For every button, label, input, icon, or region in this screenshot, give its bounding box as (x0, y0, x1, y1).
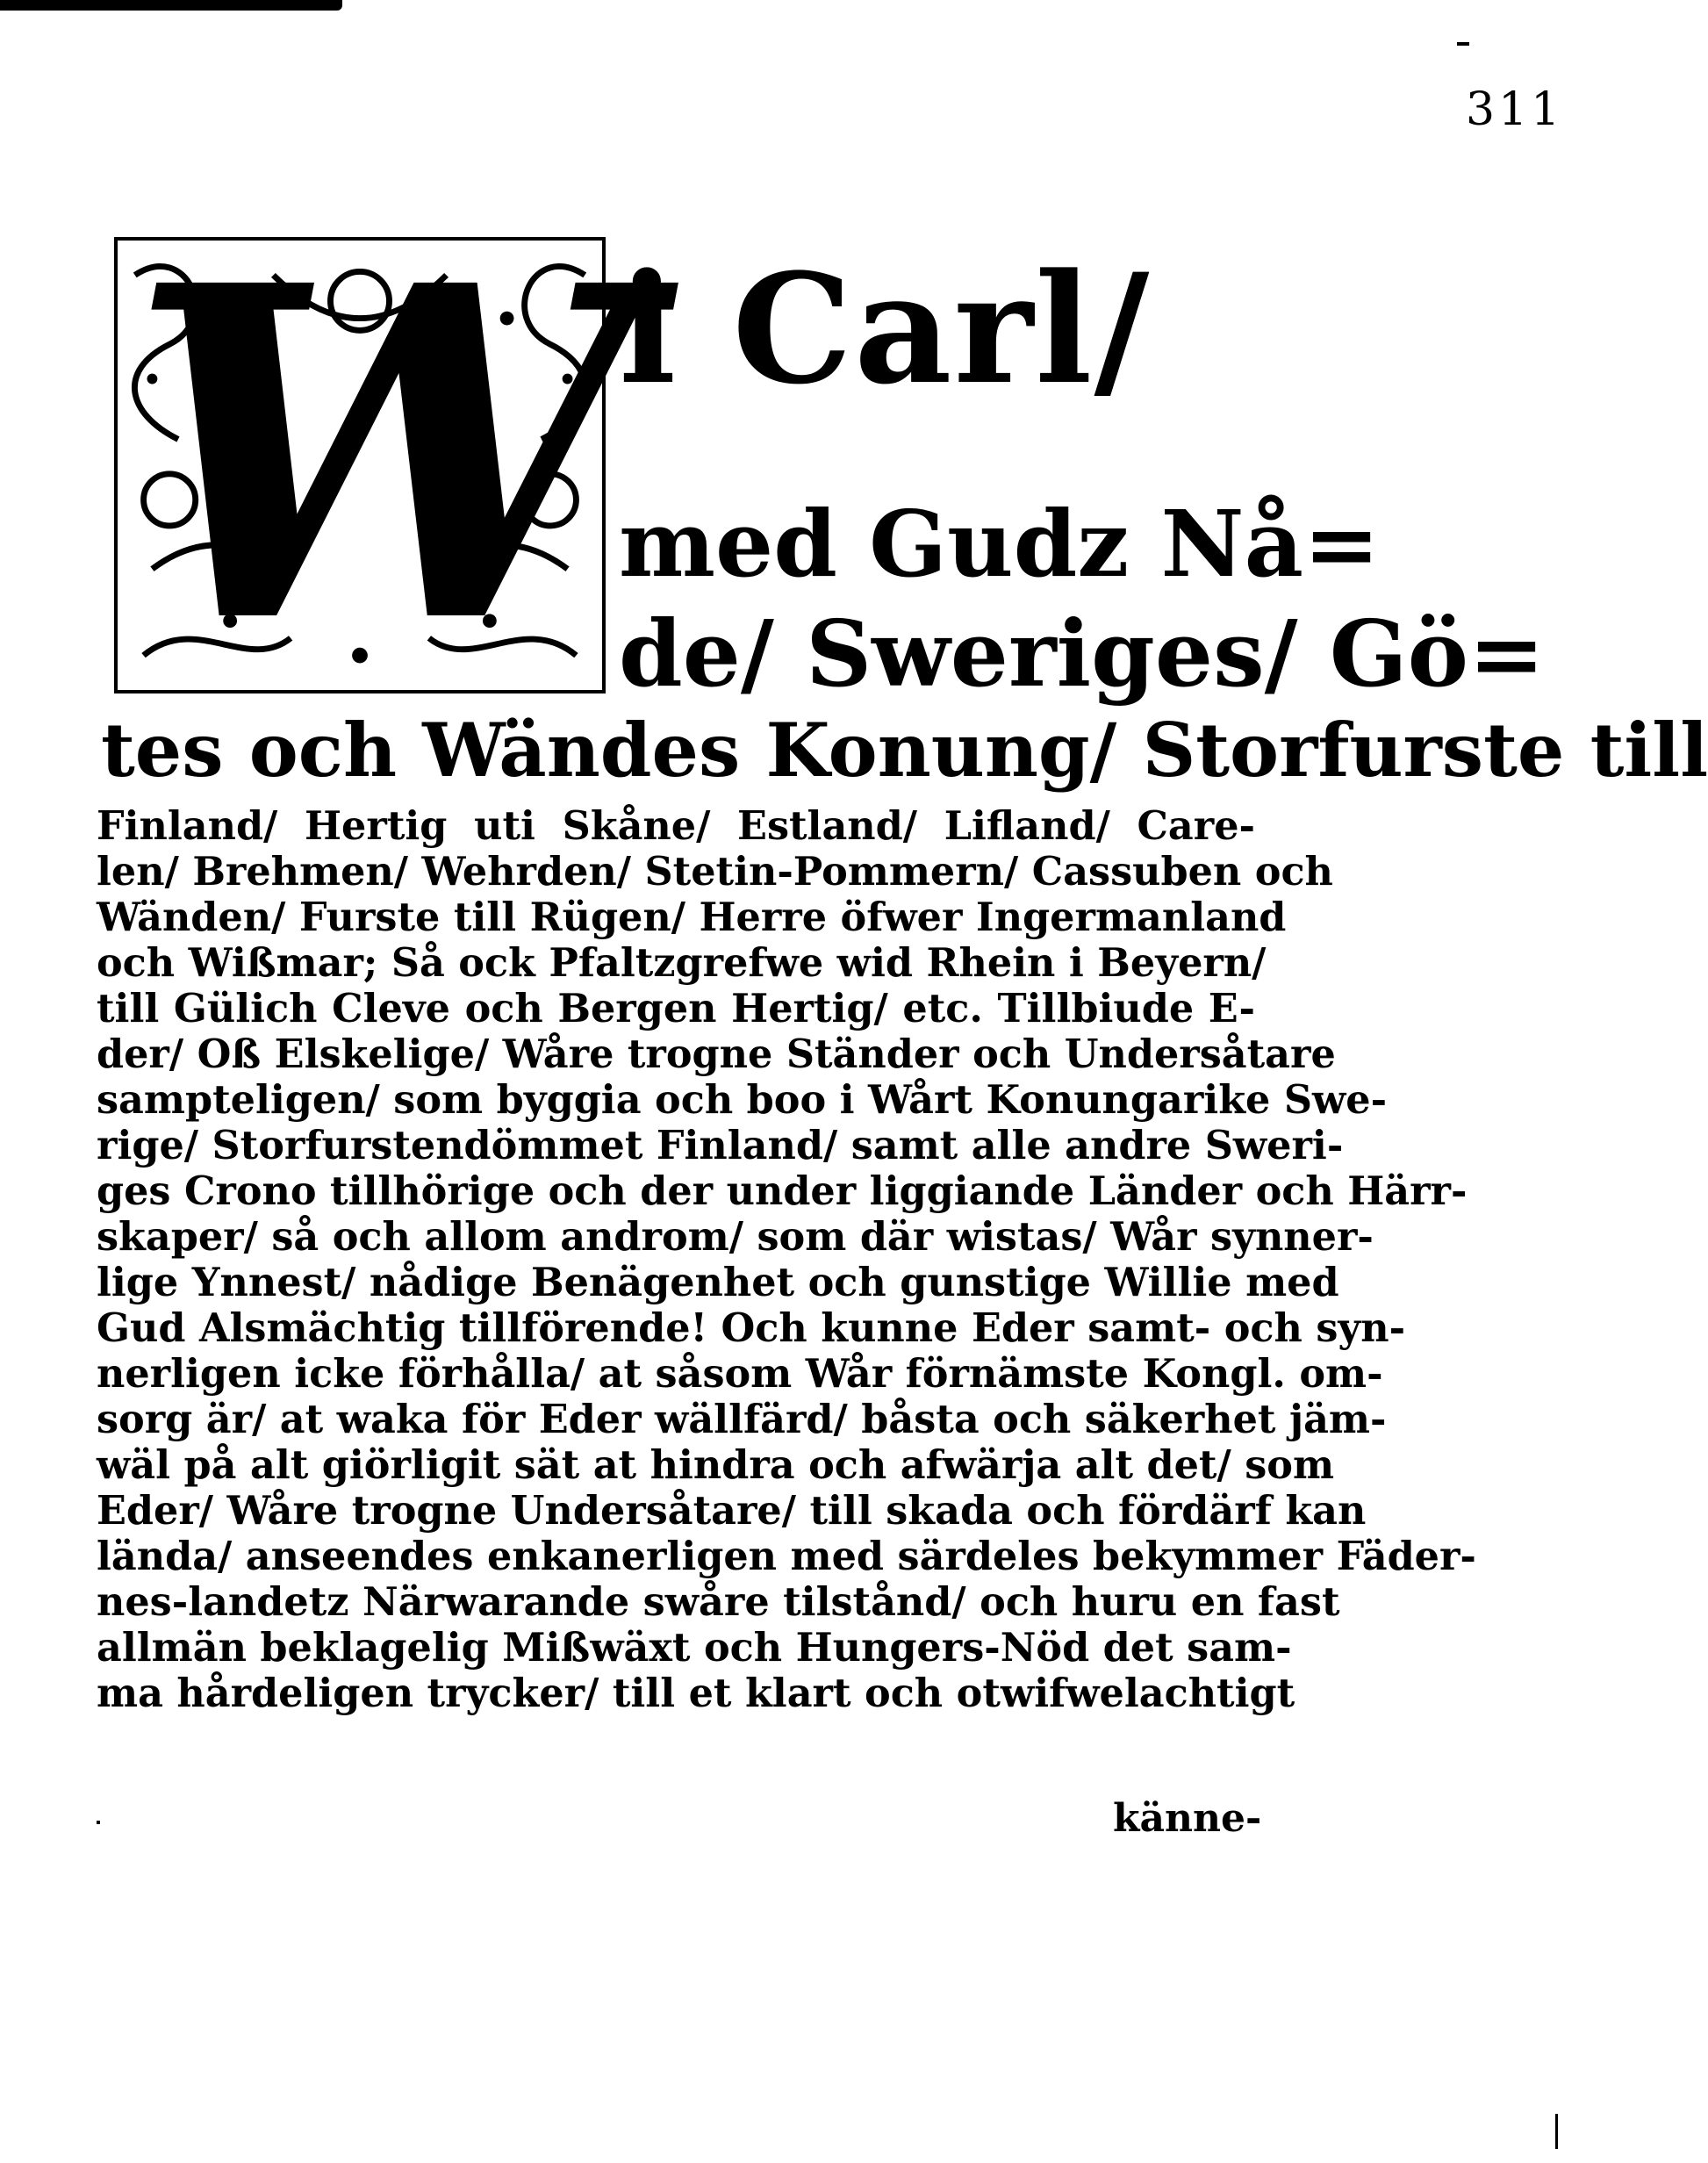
text-line: Eder/ Wåre trogne Undersåtare/ till skada och fördärf kan (97, 1488, 1367, 1534)
initial-letter: W (128, 187, 641, 723)
text-line: allmän beklagelig Mißwäxt och Hungers-Nöd det sam- (97, 1625, 1292, 1671)
text-line: lända/ anseendes enkanerligen med särdeles bekymmer Fäder- (97, 1534, 1476, 1579)
scan-edge-mark (0, 0, 342, 11)
text-line: ma hårdeligen trycker/ till et klart och otwifwelachtigt (97, 1671, 1295, 1716)
stray-ink-mark (1457, 42, 1469, 46)
stray-ink-mark (97, 1821, 100, 1824)
catchword: känne- (1113, 1796, 1262, 1841)
text-line: skaper/ så och allom androm/ som där wistas/ Wår synner- (97, 1214, 1374, 1260)
text-line: Finland/ Hertig uti Skåne/ Estland/ Lifland/ Care- (97, 803, 1255, 849)
text-line: len/ Brehmen/ Wehrden/ Stetin-Pommern/ Cassuben och (97, 849, 1333, 895)
decorated-initial (114, 187, 641, 723)
heading-line-4: tes och Wändes Konung/ Storfurste till (101, 707, 1708, 794)
text-line: rige/ Storfurstendömmet Finland/ samt alle andre Sweri- (97, 1123, 1344, 1168)
text-line: till Gülich Cleve och Bergen Hertig/ etc. Tillbiude E- (97, 986, 1255, 1031)
page-number: 311 (1466, 83, 1564, 136)
text-line: der/ Oß Elskelige/ Wåre trogne Ständer och Undersåtare (97, 1031, 1336, 1077)
text-line: ges Crono tillhörige och der under liggiande Länder och Härr- (97, 1168, 1468, 1214)
text-line: wäl på alt giörligit sät at hindra och afwärja alt det/ som (97, 1442, 1335, 1488)
text-line: Wänden/ Furste till Rügen/ Herre öfwer Ingermanland (97, 895, 1287, 940)
heading-line-1: i Carl/ (619, 240, 1152, 418)
text-line: nerligen icke förhålla/ at såsom Wår förnämste Kongl. om- (97, 1351, 1383, 1397)
heading-line-2: med Gudz Nå= (619, 490, 1381, 598)
text-line: sampteligen/ som byggia och boo i Wårt Konungarike Swe- (97, 1077, 1388, 1123)
stray-ink-mark (1555, 2114, 1558, 2149)
text-line: sorg är/ at waka för Eder wällfärd/ båsta och säkerhet jäm- (97, 1397, 1387, 1442)
text-line: nes-landetz Närwarande swåre tilstånd/ och huru en fast (97, 1579, 1340, 1625)
text-line: lige Ynnest/ nådige Benägenhet och gunstige Willie med (97, 1260, 1339, 1305)
text-line: och Wißmar; Så ock Pfaltzgrefwe wid Rhein i Beyern/ (97, 940, 1267, 986)
text-line: Gud Alsmächtig tillförende! Och kunne Eder samt- och syn- (97, 1305, 1406, 1351)
heading-line-3: de/ Sweriges/ Gö= (619, 600, 1546, 708)
body-text (97, 803, 1476, 1716)
